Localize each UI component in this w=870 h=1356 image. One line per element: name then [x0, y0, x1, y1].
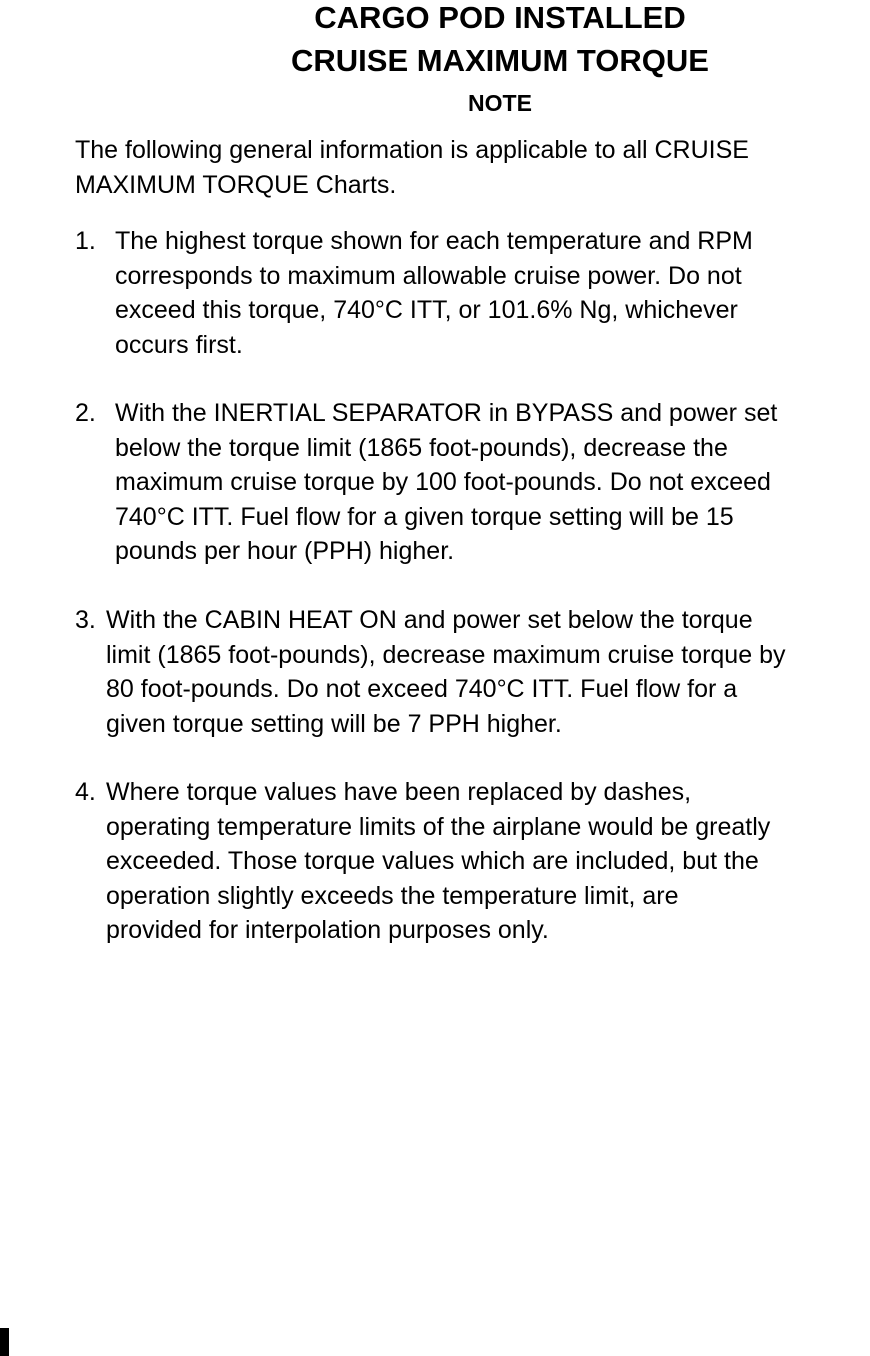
item-line: occurs first. [115, 330, 243, 359]
item-text [106, 775, 770, 948]
item-line: operating temperature limits of the airplane would be greatly [106, 812, 771, 841]
item-line: provided for interpolation purposes only. [106, 916, 549, 944]
item-text [106, 603, 785, 741]
page-title-line-1: CARGO POD INSTALLED [314, 0, 686, 35]
item-line: operation slightly exceeds the temperature limit, are [106, 881, 679, 910]
item-line: Where torque values have been replaced by dashes, [106, 778, 692, 806]
note-heading: NOTE [468, 90, 532, 116]
item-number: 3. [75, 606, 96, 634]
item-line: pounds per hour (PPH) higher. [115, 537, 455, 565]
page-edge-mark [0, 1328, 9, 1356]
page-title-line-2: CRUISE MAXIMUM TORQUE [291, 43, 709, 78]
item-line: maximum cruise torque by 100 foot-pounds. Do not exceed [115, 468, 771, 496]
item-line: limit (1865 foot-pounds), decrease maximum cruise torque by [106, 640, 786, 669]
item-line: With the INERTIAL SEPARATOR in BYPASS and power set [115, 399, 778, 427]
intro-line: The following general information is applicable to all CRUISE [75, 136, 749, 164]
item-line: exceeded. Those torque values which are included, but the [106, 847, 759, 875]
intro-line: MAXIMUM TORQUE Charts. [75, 170, 397, 199]
intro-paragraph [75, 133, 749, 202]
item-line: With the CABIN HEAT ON and power set below the torque [106, 606, 753, 634]
item-line: corresponds to maximum allowable cruise power. Do not [115, 261, 742, 290]
item-number: 1. [75, 227, 96, 255]
item-number: 4. [75, 778, 96, 806]
item-line: exceed this torque, 740°C ITT, or 101.6% Ng, whichever [115, 296, 738, 324]
item-line: The highest torque shown for each temperature and RPM [115, 227, 753, 255]
item-line: 740°C ITT. Fuel flow for a given torque setting will be 15 [115, 502, 734, 531]
item-line: below the torque limit (1865 foot-pounds), decrease the [115, 433, 728, 462]
item-text [115, 224, 753, 362]
item-line: given torque setting will be 7 PPH higher. [106, 709, 562, 738]
item-line: 80 foot-pounds. Do not exceed 740°C ITT. Fuel flow for a [106, 675, 738, 703]
item-text [115, 396, 777, 569]
item-number: 2. [75, 399, 96, 427]
